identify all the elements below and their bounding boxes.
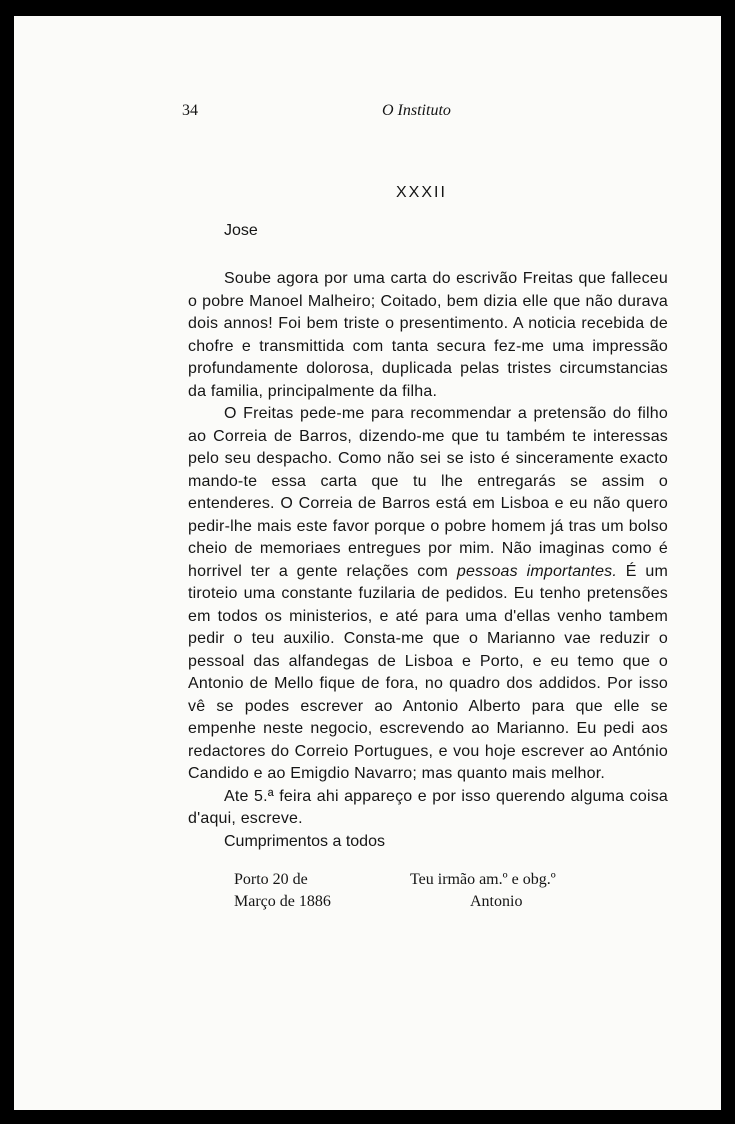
valediction: Teu irmão am.º e obg.º: [410, 871, 556, 888]
paragraph-3: [188, 786, 668, 831]
paragraph-2-text-end: É um tiroteio uma constante fuzilaria de pedidos. Eu tenho pretensões em todos os ministerios, e até para uma d'ellas venho tambem pedir o teu auxilio. Consta-me que o Marianno vae reduzir o pessoal das alfandegas de Lisboa e Porto, e eu temo que o Antonio de Mello fique de fora, no quadro dos addidos. Por isso vê se podes escrever ao Antonio Alberto para que elle se empenhe neste negocio, escrevendo ao Marianno. Eu pedi aos redactores do Correio Portugues, e vou hoje escrever ao António Candido e ao Emigdio Navarro; mas quanto mais melhor.: [188, 562, 669, 782]
signature-block: [176, 869, 656, 919]
salutation: Jose: [224, 222, 258, 239]
closing-line: Cumprimentos a todos: [224, 832, 385, 850]
paragraph-3-text: Ate 5.ª feira ahi appareço e por isso querendo alguma coisa d'aqui, escreve.: [188, 787, 668, 827]
place-line: Porto 20 de: [234, 871, 308, 888]
signature: [410, 869, 556, 913]
running-head: [176, 102, 656, 126]
page-content: [176, 102, 669, 919]
page: [14, 16, 721, 1110]
paragraph-2: [188, 403, 668, 786]
paragraph-1-text: Soube agora por uma carta do escrivão Freitas que falleceu o pobre Manoel Malheiro; Coitado, bem dizia elle que não durava dois annos! Foi bem triste o presentimento. A noticia recebida de chofre e transmittida com tanta secura fez-me uma impressão profundamente dolorosa, duplicada pelas tristes circumstancias da familia, principalmente da filha.: [188, 270, 668, 400]
signature-name: Antonio: [470, 893, 523, 910]
journal-title: O Instituto: [382, 102, 451, 119]
date-line: Março de 1886: [234, 893, 331, 910]
paragraph-1: [188, 268, 668, 403]
letter-number: XXXII: [396, 184, 447, 201]
page-number: 34: [182, 102, 198, 119]
letter-body: [188, 268, 668, 831]
paragraph-2-text-start: O Freitas pede-me para recommendar a pretensão do filho ao Correia de Barros, dizendo-me que tu também te interessas pelo seu despacho. Como não sei se isto é sinceramente exacto mando-te essa carta que tu lhe entregarás se assim o entenderes. O Correia de Barros está em Lisboa e eu não quero pedir-lhe mais este favor porque o pobre homem já tras um bolso cheio de memoriaes entregues por mim. Não imaginas como é horrivel ter a gente relações com: [188, 405, 668, 580]
place-and-date: [234, 869, 331, 913]
emphasis-pessoas-importantes: pessoas importantes.: [456, 562, 618, 580]
